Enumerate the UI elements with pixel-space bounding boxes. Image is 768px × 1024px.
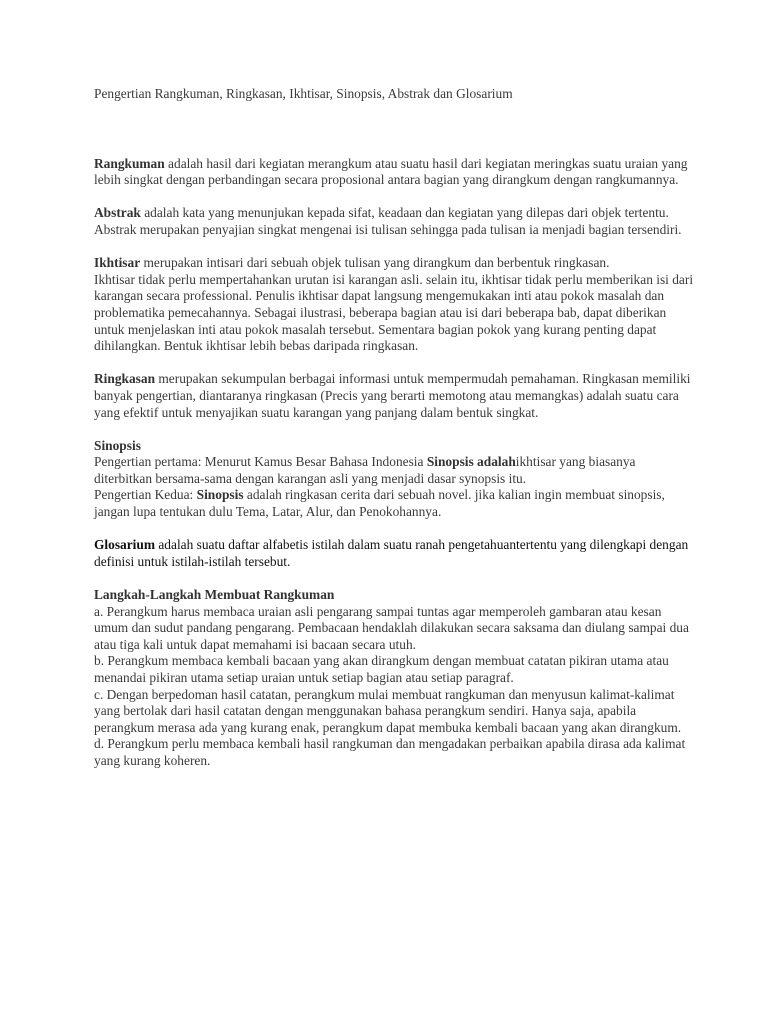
sinopsis-first-prefix: Pengertian pertama: Menurut Kamus Besar Bahasa Indonesia <box>94 454 427 470</box>
sinopsis-first-bold: Sinopsis adalah <box>426 454 516 470</box>
definition-abstrak: adalah kata yang menunjukan kepada sifat, keadaan dan kegiatan yang dilepas dari objek tertentu. Abstrak merupakan penyajian singkat mengenai isi tulisan sehingga pada tulisan ia menjadi bagian tersendiri. <box>94 205 682 237</box>
paragraph-rangkuman <box>94 156 694 189</box>
term-ringkasan: Ringkasan <box>94 371 156 387</box>
title-spacer <box>94 103 694 156</box>
term-glosarium: Glosarium <box>94 537 156 553</box>
paragraph-ikhtisar-detail: Ikhtisar tidak perlu mempertahankan urutan isi karangan asli. selain itu, ikhtisar tidak perlu memberikan isi dari karangan secara professional. Penulis ikhtisar dapat langsung mengemukakan inti atau pokok masalah dan problematika pemecahannya. Sebagai ilustrasi, beberapa bagian atau isi dari beberapa bab, dapat diberikan untuk menjelaskan inti atau pokok masalah tersebut. Sementara bagian pokok yang kurang penting dapat dihilangkan. Bentuk ikhtisar lebih bebas daripada ringkasan. <box>94 271 694 354</box>
definition-glosarium: adalah suatu daftar alfabetis istilah dalam suatu ranah pengetahuantertentu yang dilengkapi dengan definisi untuk istilah-istilah tersebut. <box>94 537 689 569</box>
document-title: Pengertian Rangkuman, Ringkasan, Ikhtisar, Sinopsis, Abstrak dan Glosarium <box>94 86 513 101</box>
paragraph-sinopsis-second <box>94 487 694 520</box>
paragraph-sinopsis-first <box>94 454 694 487</box>
sinopsis-second-prefix: Pengertian Kedua: <box>94 487 197 503</box>
sinopsis-heading-text: Sinopsis <box>94 437 141 453</box>
paragraph-abstrak <box>94 205 694 238</box>
section-sinopsis <box>94 438 694 521</box>
step-c: c. Dengan berpedoman hasil catatan, perangkum mulai membuat rangkuman dan menyusun kalimat-kalimat yang bertolak dari hasil catatan dengan menggunakan bahasa perangkum sendiri. Hanya saja, apabila perangkum merasa ada yang kurang enak, perangkum dapat membuka kembali bacaan yang akan dirangkum. <box>94 686 682 735</box>
term-abstrak: Abstrak <box>94 205 141 221</box>
definition-ringkasan: merupakan sekumpulan berbagai informasi untuk mempermudah pemahaman. Ringkasan memiliki banyak pengertian, diantaranya ringkasan (Precis yang berarti memotong atau memangkas) adalah suatu cara yang efektif untuk menyajikan suatu karangan yang panjang dalam bentuk singkat. <box>94 371 691 420</box>
sinopsis-first-suffix: ikhtisar yang biasanya diterbitkan bersama-sama dengan karangan asli yang menjadi dasar synopsis itu. <box>94 454 636 486</box>
heading-langkah <box>94 587 694 604</box>
paragraph-ringkasan <box>94 371 694 421</box>
paragraph-ikhtisar <box>94 255 694 272</box>
sinopsis-second-bold: Sinopsis <box>196 487 244 503</box>
step-b: b. Perangkum membaca kembali bacaan yang akan dirangkum dengan membuat catatan pikiran utama atau menandai pikiran utama setiap uraian untuk setiap bagian atau setiap paragraf. <box>94 653 669 685</box>
heading-sinopsis <box>94 438 694 455</box>
sinopsis-second-suffix: adalah ringkasan cerita dari sebuah novel. jika kalian ingin membuat sinopsis, jangan lupa tentukan dulu Tema, Latar, Alur, dan Penokohannya. <box>94 487 665 520</box>
term-rangkuman: Rangkuman <box>94 155 165 171</box>
term-ikhtisar: Ikhtisar <box>94 255 141 271</box>
section-langkah <box>94 587 694 770</box>
paragraph-glosarium <box>94 537 694 570</box>
definition-rangkuman: adalah hasil dari kegiatan merangkum atau suatu hasil dari kegiatan meringkas suatu uraian yang lebih singkat dengan perbandingan secara proposional antara bagian yang dirangkum dengan rangkumannya. <box>94 155 688 188</box>
langkah-heading-text: Langkah-Langkah Membuat Rangkuman <box>94 587 335 603</box>
document-page <box>94 86 694 770</box>
definition-ikhtisar: merupakan intisari dari sebuah objek tulisan yang dirangkum dan berbentuk ringkasan. <box>140 255 610 271</box>
section-ikhtisar <box>94 255 694 355</box>
step-a: a. Perangkum harus membaca uraian asli pengarang sampai tuntas agar memperoleh gambaran atau kesan umum dan sudut pandang pengarang. Pembacaan hendaklah dilakukan secara saksama dan diulang sampai dua atau tiga kali untuk dapat memahami isi bacaan secara utuh. <box>94 603 689 652</box>
step-d: d. Perangkum perlu membaca kembali hasil rangkuman dan mengadakan perbaikan apabila dirasa ada kalimat yang kurang koheren. <box>94 736 686 768</box>
